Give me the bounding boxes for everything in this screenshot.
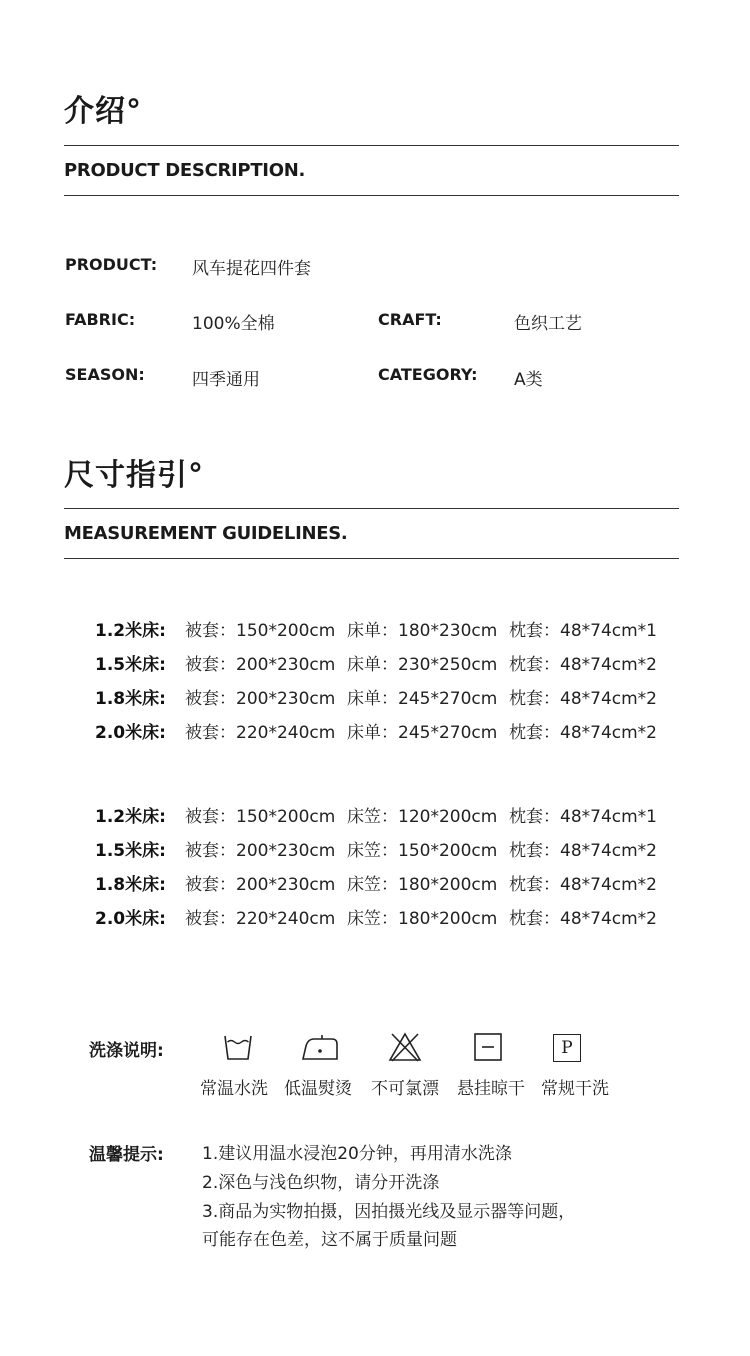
divider xyxy=(64,195,679,196)
duvet-size: 被套：200*230cm xyxy=(185,655,336,675)
product-value: 风车提花四件套 xyxy=(192,259,311,279)
bed-size: 1.8米床: xyxy=(95,875,166,895)
season-value: 四季通用 xyxy=(192,370,260,390)
tip-line: 1.建议用温水浸泡20分钟，再用清水洗涤 xyxy=(202,1144,512,1164)
care-bleach-label: 不可氯漂 xyxy=(371,1079,439,1099)
wash-tub-icon xyxy=(223,1032,253,1062)
tips-label: 温馨提示: xyxy=(89,1145,164,1165)
craft-label: CRAFT: xyxy=(378,310,442,329)
product-label: PRODUCT: xyxy=(65,255,158,274)
duvet-size: 被套：220*240cm xyxy=(185,723,336,743)
bed-size: 2.0米床: xyxy=(95,723,166,743)
duvet-size: 被套：200*230cm xyxy=(185,875,336,895)
craft-value: 色织工艺 xyxy=(514,314,582,334)
pillow-size: 枕套：48*74cm*1 xyxy=(509,807,657,827)
duvet-size: 被套：200*230cm xyxy=(185,841,336,861)
divider xyxy=(64,145,679,146)
bed-size: 1.2米床: xyxy=(95,621,166,641)
tip-line: 3.商品为实物拍摄，因拍摄光线及显示器等问题， xyxy=(202,1202,576,1222)
pillow-size: 枕套：48*74cm*2 xyxy=(509,723,657,743)
intro-title: 介绍° xyxy=(64,94,142,129)
pillow-size: 枕套：48*74cm*1 xyxy=(509,621,657,641)
fabric-value: 100%全棉 xyxy=(192,314,275,334)
tip-line: 可能存在色差，这不属于质量问题 xyxy=(202,1230,457,1250)
duvet-size: 被套：150*200cm xyxy=(185,621,336,641)
care-iron-label: 低温熨烫 xyxy=(284,1079,352,1099)
duvet-size: 被套：200*230cm xyxy=(185,689,336,709)
sheet-size: 床单：245*270cm xyxy=(347,689,498,709)
bed-size: 1.5米床: xyxy=(95,655,166,675)
sheet-size: 床单：230*250cm xyxy=(347,655,498,675)
fitted-sheet-size: 床笠：180*200cm xyxy=(347,875,498,895)
pillow-size: 枕套：48*74cm*2 xyxy=(509,841,657,861)
bed-size: 2.0米床: xyxy=(95,909,166,929)
sheet-size: 床单：245*270cm xyxy=(347,723,498,743)
category-label: CATEGORY: xyxy=(378,365,478,384)
fitted-sheet-size: 床笠：120*200cm xyxy=(347,807,498,827)
care-wash-label: 常温水洗 xyxy=(200,1079,268,1099)
pillow-size: 枕套：48*74cm*2 xyxy=(509,655,657,675)
category-value: A类 xyxy=(514,370,543,390)
dry-clean-icon: P xyxy=(553,1034,581,1062)
intro-subtitle: PRODUCT DESCRIPTION. xyxy=(64,160,306,181)
bed-size: 1.2米床: xyxy=(95,807,166,827)
duvet-size: 被套：220*240cm xyxy=(185,909,336,929)
divider xyxy=(64,508,679,509)
bed-size: 1.5米床: xyxy=(95,841,166,861)
no-bleach-icon xyxy=(388,1032,422,1062)
care-dry-label: 悬挂晾干 xyxy=(457,1079,525,1099)
iron-icon xyxy=(302,1032,338,1062)
hang-dry-icon xyxy=(473,1032,503,1062)
sheet-size: 床单：180*230cm xyxy=(347,621,498,641)
divider xyxy=(64,558,679,559)
care-label: 洗涤说明: xyxy=(89,1041,164,1061)
pillow-size: 枕套：48*74cm*2 xyxy=(509,875,657,895)
duvet-size: 被套：150*200cm xyxy=(185,807,336,827)
fitted-sheet-size: 床笠：180*200cm xyxy=(347,909,498,929)
fitted-sheet-size: 床笠：150*200cm xyxy=(347,841,498,861)
pillow-size: 枕套：48*74cm*2 xyxy=(509,689,657,709)
size-title: 尺寸指引° xyxy=(64,458,204,493)
season-label: SEASON: xyxy=(65,365,145,384)
fabric-label: FABRIC: xyxy=(65,310,136,329)
care-dryclean-label: 常规干洗 xyxy=(541,1079,609,1099)
tip-line: 2.深色与浅色织物，请分开洗涤 xyxy=(202,1173,440,1193)
pillow-size: 枕套：48*74cm*2 xyxy=(509,909,657,929)
size-subtitle: MEASUREMENT GUIDELINES. xyxy=(64,523,348,544)
bed-size: 1.8米床: xyxy=(95,689,166,709)
